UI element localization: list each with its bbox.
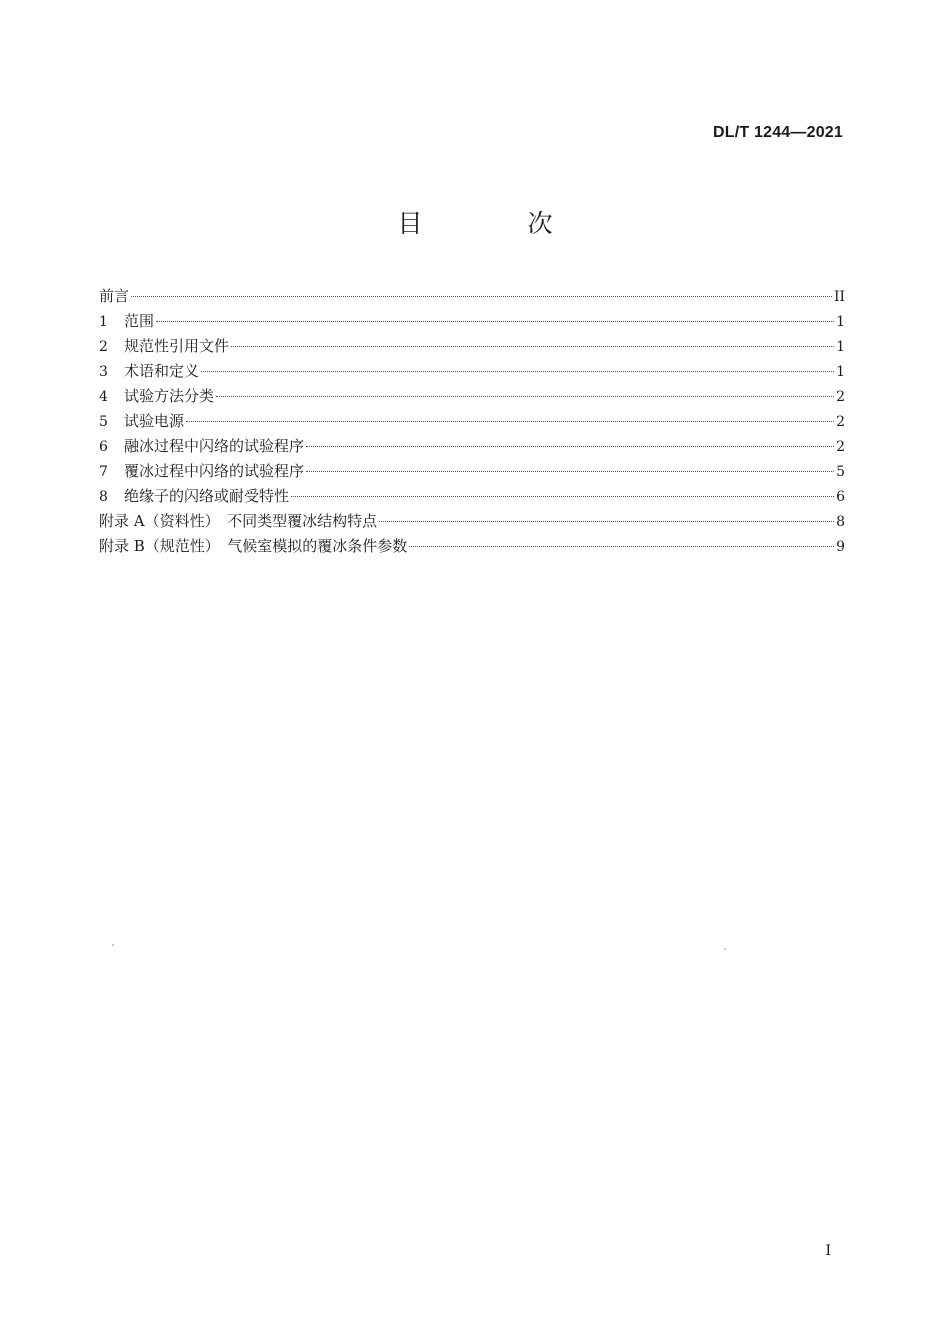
toc-leader-dots: [156, 321, 834, 322]
toc-leader-dots: [306, 446, 834, 447]
toc-leader-dots: [306, 471, 834, 472]
toc-entry-page: 9: [836, 539, 845, 555]
scan-speck: [112, 944, 114, 946]
toc-entry-label: 试验方法分类: [124, 387, 215, 405]
toc-entry-label: 范围: [124, 312, 155, 330]
toc-leader-dots: [201, 371, 834, 372]
toc-entry-1[interactable]: [99, 309, 845, 334]
toc-entry-page: 2: [836, 414, 845, 430]
toc-entry-label: 试验电源: [124, 412, 185, 430]
toc-entry-number: 6: [99, 439, 108, 455]
toc-entry-3[interactable]: [99, 359, 845, 384]
page-number: I: [825, 1243, 831, 1259]
toc-entry-8[interactable]: [99, 484, 845, 509]
toc-entry-6[interactable]: [99, 434, 845, 459]
toc-leader-dots: [216, 396, 834, 397]
toc-entry-page: 1: [836, 314, 845, 330]
document-code: DL/T 1244—2021: [713, 124, 843, 141]
toc-entry-preface[interactable]: [99, 284, 845, 309]
toc-entry-label: 覆冰过程中闪络的试验程序: [124, 462, 305, 480]
toc-entry-page: 6: [836, 489, 845, 505]
toc-leader-dots: [231, 346, 834, 347]
toc-entry-number: 4: [99, 389, 108, 405]
toc-entry-label: 融冰过程中闪络的试验程序: [124, 437, 305, 455]
toc-entry-page: 2: [836, 389, 845, 405]
toc-entry-page: 1: [836, 364, 845, 380]
toc-entry-number: 3: [99, 364, 108, 380]
toc-entry-page: 1: [836, 339, 845, 355]
toc-leader-dots: [409, 546, 834, 547]
toc-entry-page: 5: [836, 464, 845, 480]
toc-leader-dots: [379, 521, 834, 522]
toc-entry-label: 附录 B（规范性） 气候室模拟的覆冰条件参数: [99, 537, 408, 555]
toc-entry-number: 7: [99, 464, 108, 480]
toc-entry-label: 附录 A（资料性） 不同类型覆冰结构特点: [99, 512, 378, 530]
toc-entry-number: 2: [99, 339, 108, 355]
table-of-contents: [99, 284, 845, 559]
toc-entry-appendix-b[interactable]: [99, 534, 845, 559]
toc-entry-page: 8: [836, 514, 845, 530]
toc-leader-dots: [186, 421, 834, 422]
toc-entry-number: 1: [99, 314, 108, 330]
toc-leader-dots: [291, 496, 834, 497]
toc-entry-label: 绝缘子的闪络或耐受特性: [124, 487, 290, 505]
toc-entry-7[interactable]: [99, 459, 845, 484]
toc-title: 目 次: [397, 209, 593, 238]
toc-entry-label: 前言: [99, 287, 130, 305]
toc-entry-label: 术语和定义: [124, 362, 200, 380]
toc-entry-page: II: [833, 289, 845, 305]
toc-entry-number: 5: [99, 414, 108, 430]
toc-entry-2[interactable]: [99, 334, 845, 359]
toc-entry-label: 规范性引用文件: [124, 337, 230, 355]
toc-entry-appendix-a[interactable]: [99, 509, 845, 534]
toc-leader-dots: [131, 296, 832, 297]
toc-entry-page: 2: [836, 439, 845, 455]
toc-entry-5[interactable]: [99, 409, 845, 434]
scan-speck: [724, 948, 726, 950]
toc-entry-number: 8: [99, 489, 108, 505]
toc-entry-4[interactable]: [99, 384, 845, 409]
